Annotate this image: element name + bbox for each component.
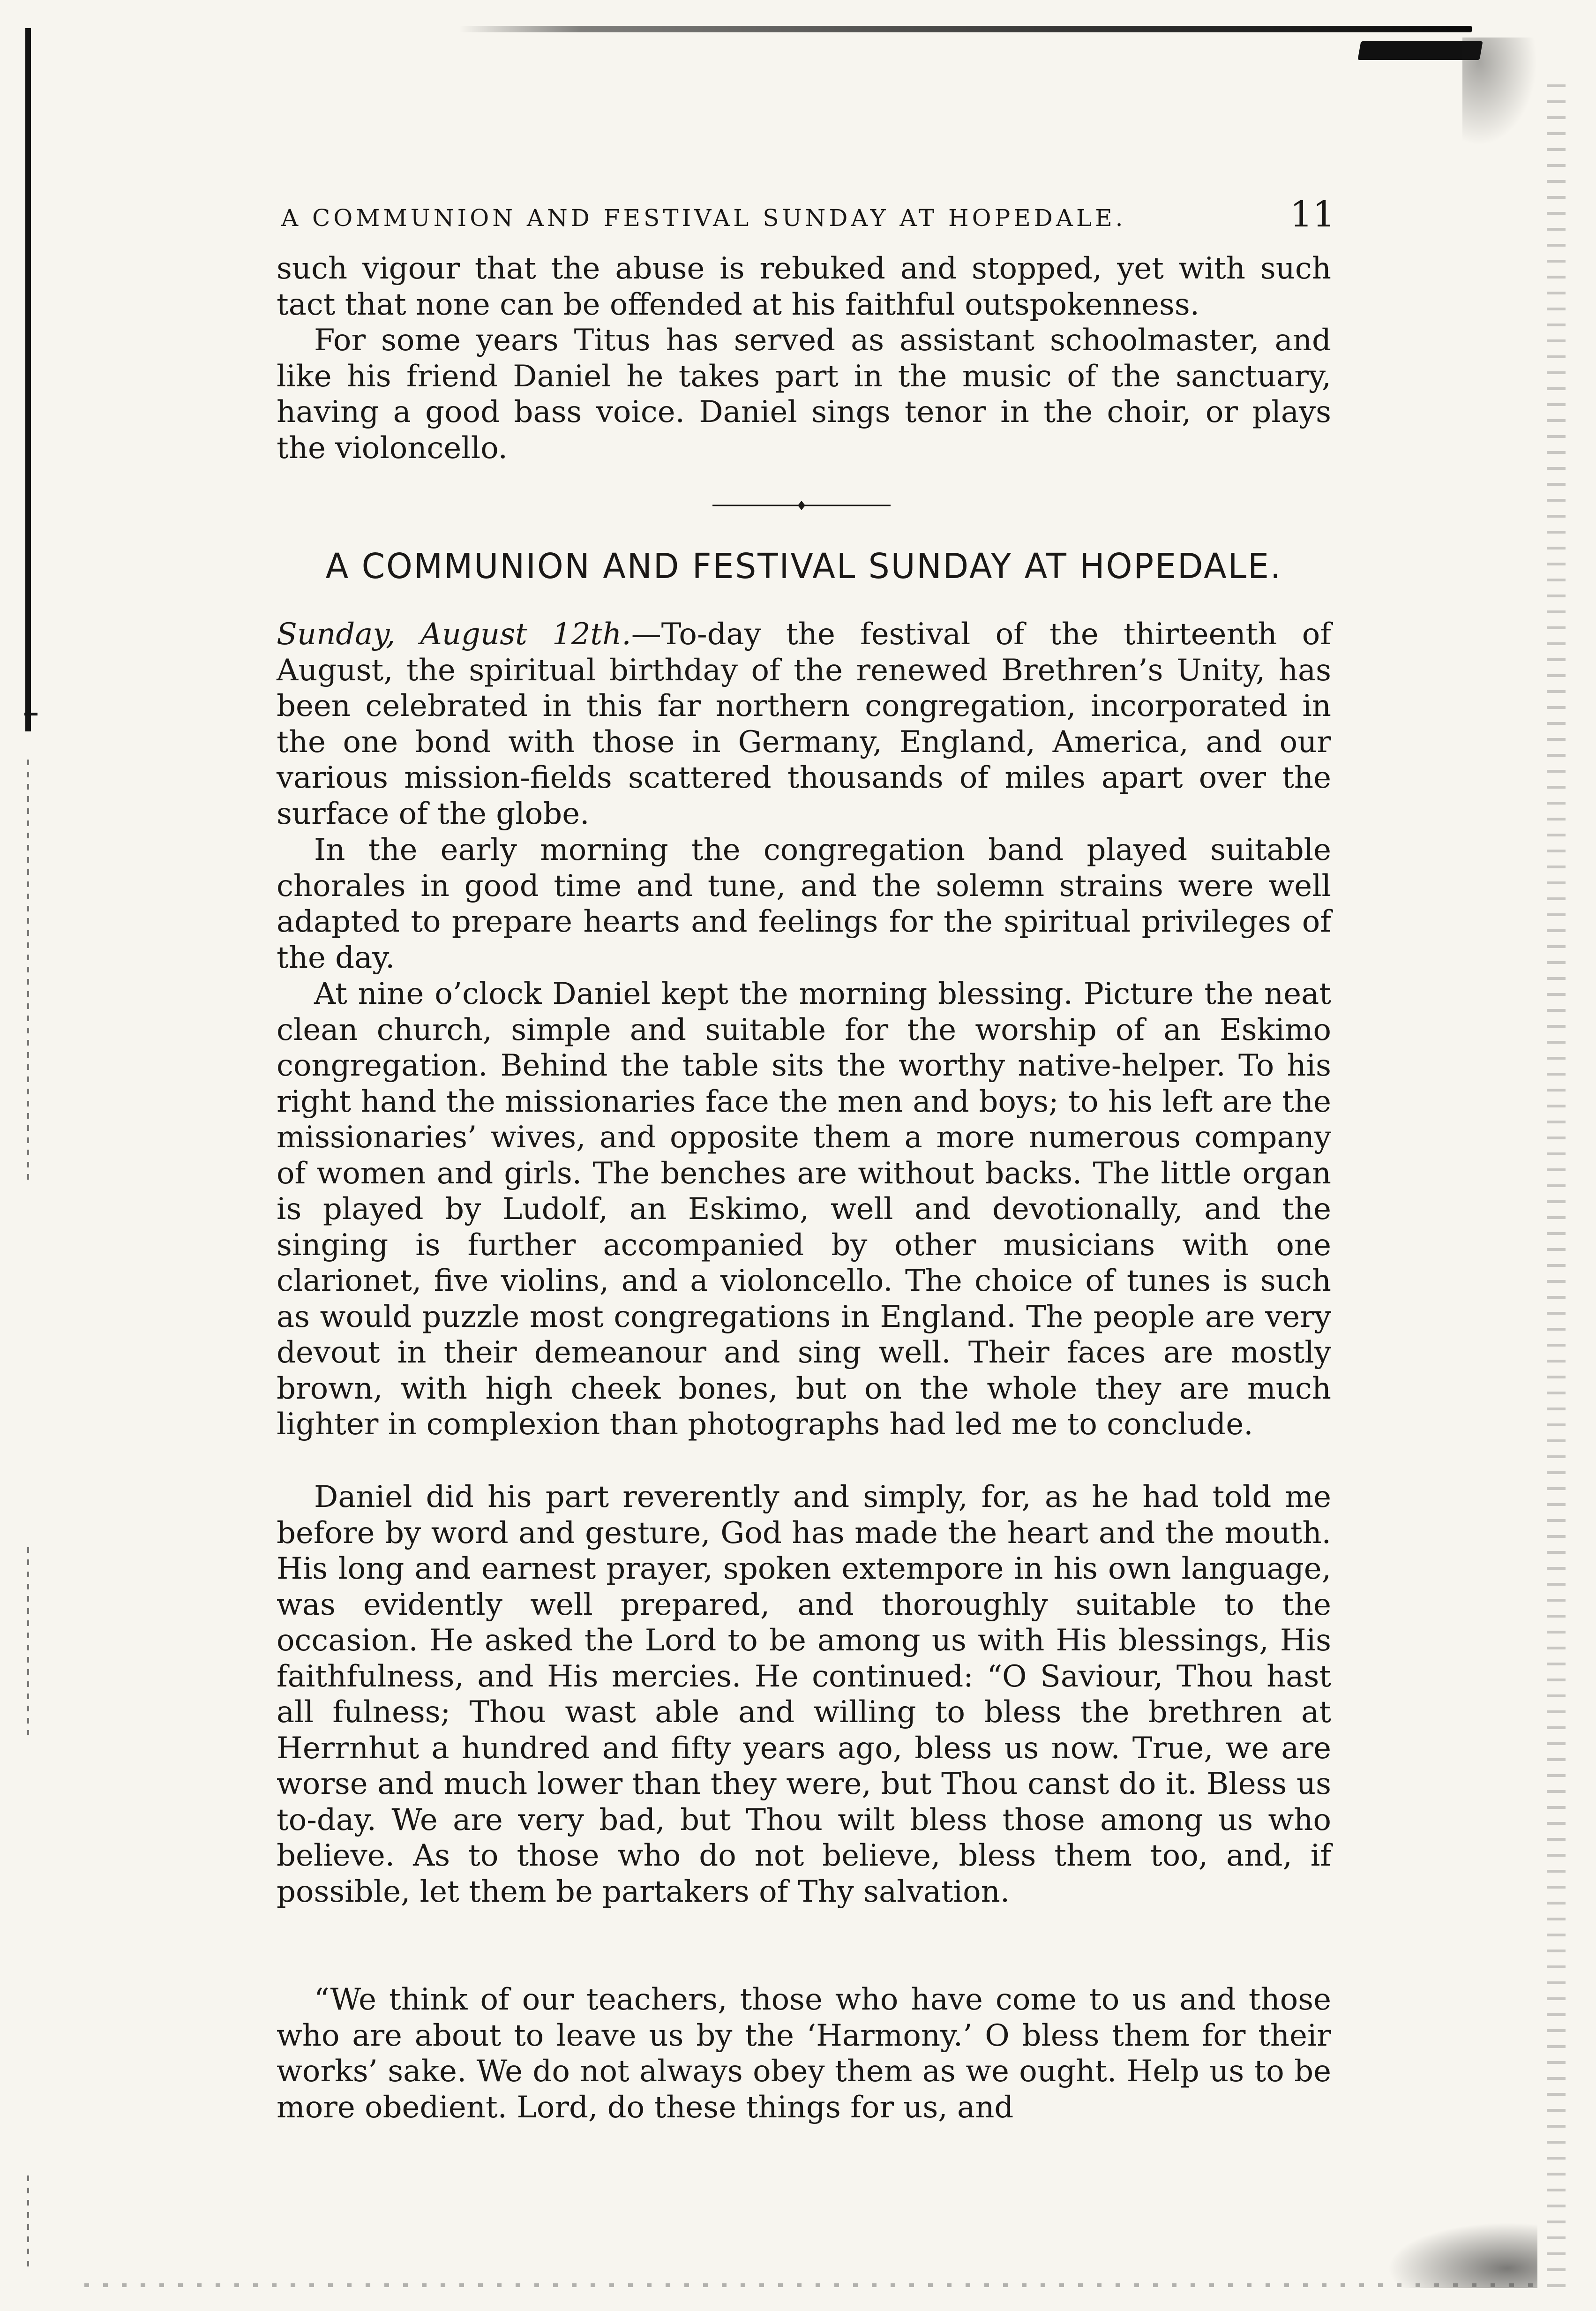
scan-edge-left-faint-lower (27, 1547, 29, 1735)
scan-edge-left-faint-bottom (27, 2176, 29, 2269)
date-line-text: —To-day the festival of the thirteenth of August, the spiritual birthday of the renewed Brethren’s Unity, has been celebrated in this far northern congregation, incorporated in the one bond with those in Germany, England, America, and our various mission-fields scattered thousands of miles apart over the surface of the globe. (277, 617, 1332, 831)
paragraph-date-line (277, 617, 1331, 832)
page-number: 11 (1290, 193, 1335, 235)
paragraph-early-morning: In the early morning the congregation band played suitable chorales in good time and tune, and the solemn strains were well adapted to prepare hearts and feelings for the spiritual privileges of the day. (277, 833, 1331, 975)
running-head-title: A COMMUNION AND FESTIVAL SUNDAY AT HOPEDALE. (281, 204, 1126, 232)
article-heading: A COMMUNION AND FESTIVAL SUNDAY AT HOPEDALE. (325, 546, 1282, 587)
scan-edge-top (459, 26, 1472, 32)
scan-edge-left-mark (24, 713, 37, 715)
date-number: 12th. (552, 617, 631, 652)
scan-corner-shadow-top (1462, 38, 1547, 159)
paragraph-teachers: “We think of our teachers, those who have come to us and those who are about to leave us by the ‘Harmony.’ O bless them for their works’ sake. We do not always obey them as we ought. Help us to be more obedient. Lord, do these things for us, and (277, 1982, 1331, 2125)
ornament-divider (712, 500, 891, 511)
scan-edge-left (25, 28, 31, 731)
scan-edge-right (1547, 84, 1566, 2288)
paragraph-nine-oclock: At nine o’clock Daniel kept the morning blessing. Picture the neat clean church, simple and suitable for the worship of an Eskimo congregation. Behind the table sits the worthy native-helper. To his right hand the missionaries face the men and boys; to his left are the missionaries’ wives, and opposite them a more numerous company of women and girls. The benches are without backs. The little organ is played by Ludolf, an Eskimo, well and devotionally, and the singing is further accompanied by other musicians with one clarionet, five violins, and a violoncello. The choice of tunes is such as would puzzle most congregations in England. The people are very devout in their demeanour and sing well. Their faces are mostly brown, with high cheek bones, but on the whole they are much lighter in complexion than photographs had led me to conclude. (277, 977, 1331, 1442)
paragraph-continued: such vigour that the abuse is rebuked and stopped, yet with such tact that none can be offended at his faithful outspokenness. (277, 251, 1331, 322)
date-month: August (420, 617, 527, 652)
scan-edge-left-faint (27, 760, 29, 1182)
paragraph-daniel-prayer: Daniel did his part reverently and simply, for, as he had told me before by word and gesture, God has made the heart and the mouth. His long and earnest prayer, spoken extempore in his own language, was evidently well prepared, and thoroughly suitable to the occasion. He asked the Lord to be among us with His blessings, His faithfulness, and His mercies. He continued: “O Saviour, Thou hast all fulness; Thou wast able and willing to bless the brethren at Herrnhut a hundred and fifty years ago, bless us now. True, we are worse and much lower than they were, but Thou canst do it. Bless us to-day. We are very bad, but Thou wilt bless those among us who believe. As to those who do not believe, bless them too, and, if possible, let them be partakers of Thy salvation. (277, 1480, 1331, 1909)
date-day: Sunday, (277, 617, 396, 652)
scan-corner-shadow-bottom (1387, 2222, 1537, 2288)
paragraph-titus: For some years Titus has served as assistant schoolmaster, and like his friend Daniel he takes part in the music of the sanctuary, having a good bass voice. Daniel sings tenor in the choir, or plays the violoncello. (277, 323, 1331, 466)
scan-edge-bottom (84, 2283, 1537, 2287)
